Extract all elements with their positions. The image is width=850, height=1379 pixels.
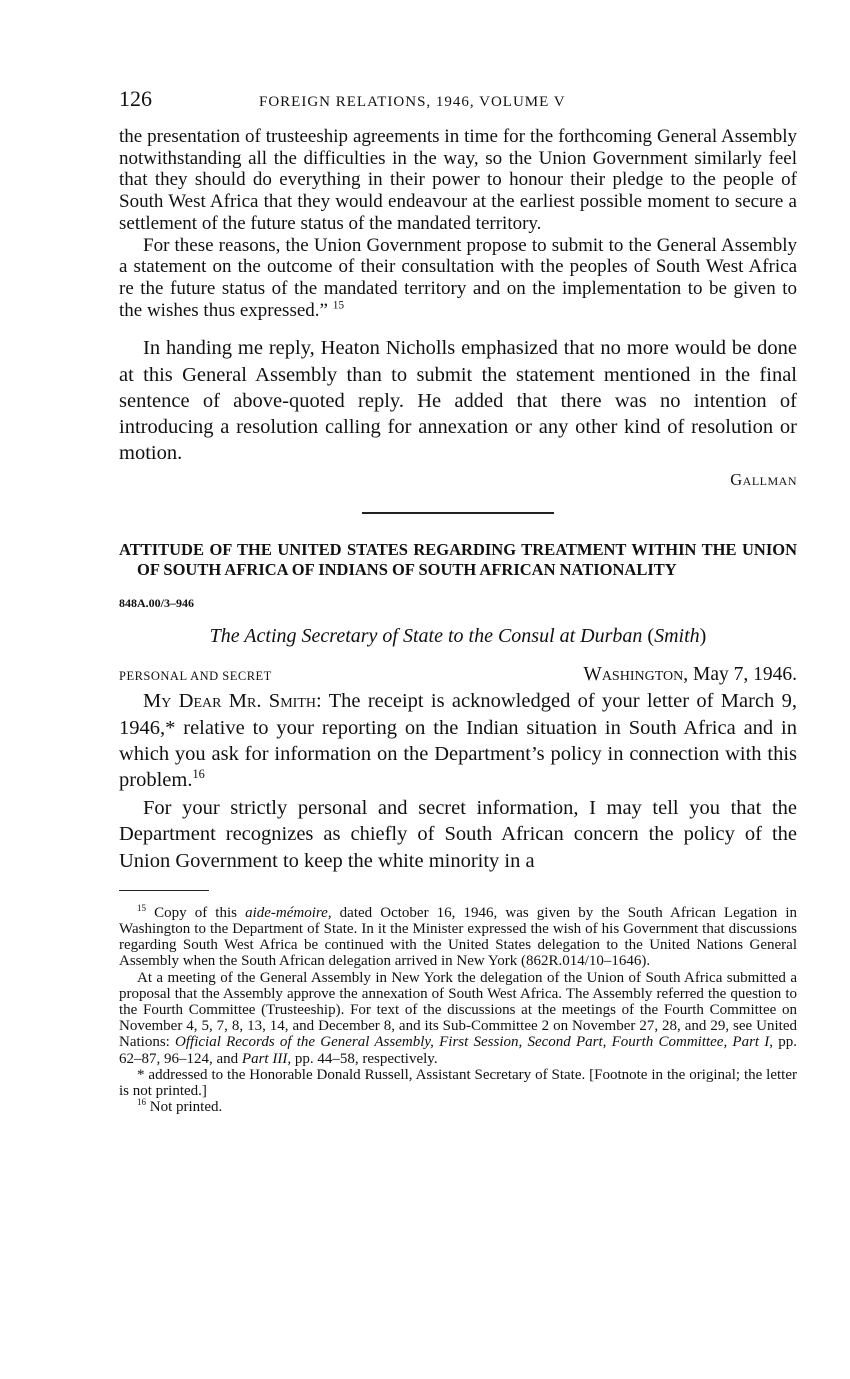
running-head	[119, 86, 797, 116]
body-paragraph	[119, 335, 797, 466]
quoted-paragraph-text: the presentation of trusteeship agreements in time for the forthcoming General Assembly notwithstanding all the difficulties in the way, so the Union Government similarly feel that they should do everything in their power to honour their pledge to the people of South West Africa that they would endeavour at the earliest possible moment to secure a settlement of the future status of the mandated territory.	[119, 126, 797, 234]
classification: PERSONAL AND SECRET	[119, 669, 272, 684]
footnote-star	[119, 1067, 797, 1099]
salutation: My Dear Mr. Smith	[143, 690, 316, 713]
footnote-italic: Official Records of the General Assembly, First Session, Second Part, Fourth Committee, Part I,	[175, 1034, 774, 1051]
place: Washington	[583, 664, 684, 686]
footnote-text: Copy of this	[146, 904, 246, 921]
document-title-text: The Acting Secretary of State to the Consul at Durban	[209, 625, 643, 648]
dateline	[119, 664, 797, 686]
footnote-text: dated October 16, 1946, was given by the South African Legation in Washington to the Department of State. In it the Minister expressed the wish of his Government that discussions regarding South West Africa be continued with the United States delegation to the United Nations General Assembly when the South African delegation arrived in New York (862R.014/10–1646).	[119, 904, 797, 970]
footnote-15-continued	[119, 970, 797, 1067]
place-date	[583, 664, 797, 686]
footnote-15	[119, 902, 797, 970]
footnote-marker: 16	[137, 1097, 146, 1108]
section-divider	[362, 512, 554, 514]
footnote-italic: aide-mémoire,	[245, 904, 332, 921]
footnote-rule	[119, 890, 209, 891]
running-title: FOREIGN RELATIONS, 1946, VOLUME V	[259, 94, 566, 110]
file-number: 848A.00/3–946	[119, 596, 194, 611]
section-heading: ATTITUDE OF THE UNITED STATES REGARDING TREATMENT WITHIN THE UNION OF SOUTH AFRICA OF INDIANS OF SOUTH AFRICAN NATIONALITY	[119, 540, 797, 580]
footnote-reference: 16	[192, 767, 205, 782]
footnote-16	[119, 1099, 797, 1115]
date: , May 7, 1946.	[683, 664, 797, 686]
letter-paragraph	[119, 688, 797, 793]
body-paragraph-text: In handing me reply, Heaton Nicholls emphasized that no more would be done at this General Assembly than to submit the statement mentioned in the final sentence of above-quoted reply. He added that there was no intention of introducing a resolution calling for annexation or any other kind of resolution or motion.	[119, 337, 797, 465]
quoted-paragraph	[119, 126, 797, 235]
letter-paragraph-text: For your strictly personal and secret information, I may tell you that the Department recognizes as chiefly of South African concern the policy of the Union Government to keep the white minority in a	[119, 797, 797, 872]
document-addressee: (Smith)	[647, 625, 707, 648]
footnote-italic: Part III,	[241, 1050, 292, 1067]
quoted-paragraph	[119, 235, 797, 322]
footnote-text: pp. 62–87, 96–124, and	[119, 1034, 797, 1067]
letter-paragraph-text: : The receipt is acknowledged of your letter of March 9, 1946,* relative to your reporting on the Indian situation in South Africa and in which you ask for information on the Department’s policy in connection with this problem.	[119, 690, 797, 791]
page-number: 126	[119, 86, 152, 111]
footnote-text: pp. 44–58, respectively.	[291, 1050, 438, 1067]
quoted-paragraph-text: For these reasons, the Union Government propose to submit to the General Assembly a statement on the outcome of their consultation with the peoples of South West Africa re the future status of the mandated territory and on the implementation to be given to the wishes thus expressed.”	[119, 234, 797, 321]
footnote-text: * addressed to the Honorable Donald Russell, Assistant Secretary of State. [Footnote in the original; the letter is not printed.]	[119, 1066, 797, 1099]
footnote-marker: 15	[137, 902, 146, 913]
signature: Gallman	[730, 470, 797, 490]
document-page	[119, 86, 797, 1115]
addressee-name: Smith	[654, 625, 700, 648]
footnote-text: Not printed.	[146, 1099, 223, 1116]
footnote-text: At a meeting of the General Assembly in New York the delegation of the Union of South Africa submitted a proposal that the Assembly approve the annexation of South West Africa. The Assembly referred the question to the Fourth Committee (Trusteeship). For text of the discussions at the meetings of the Fourth Committee on November 4, 5, 7, 8, 13, 14, and December 8, and its Sub-Committee 2 on November 27, 28, and 29, see United Nations:	[119, 969, 797, 1051]
document-title	[119, 625, 797, 648]
letter-paragraph	[119, 795, 797, 874]
footnote-reference: 15	[332, 299, 345, 312]
